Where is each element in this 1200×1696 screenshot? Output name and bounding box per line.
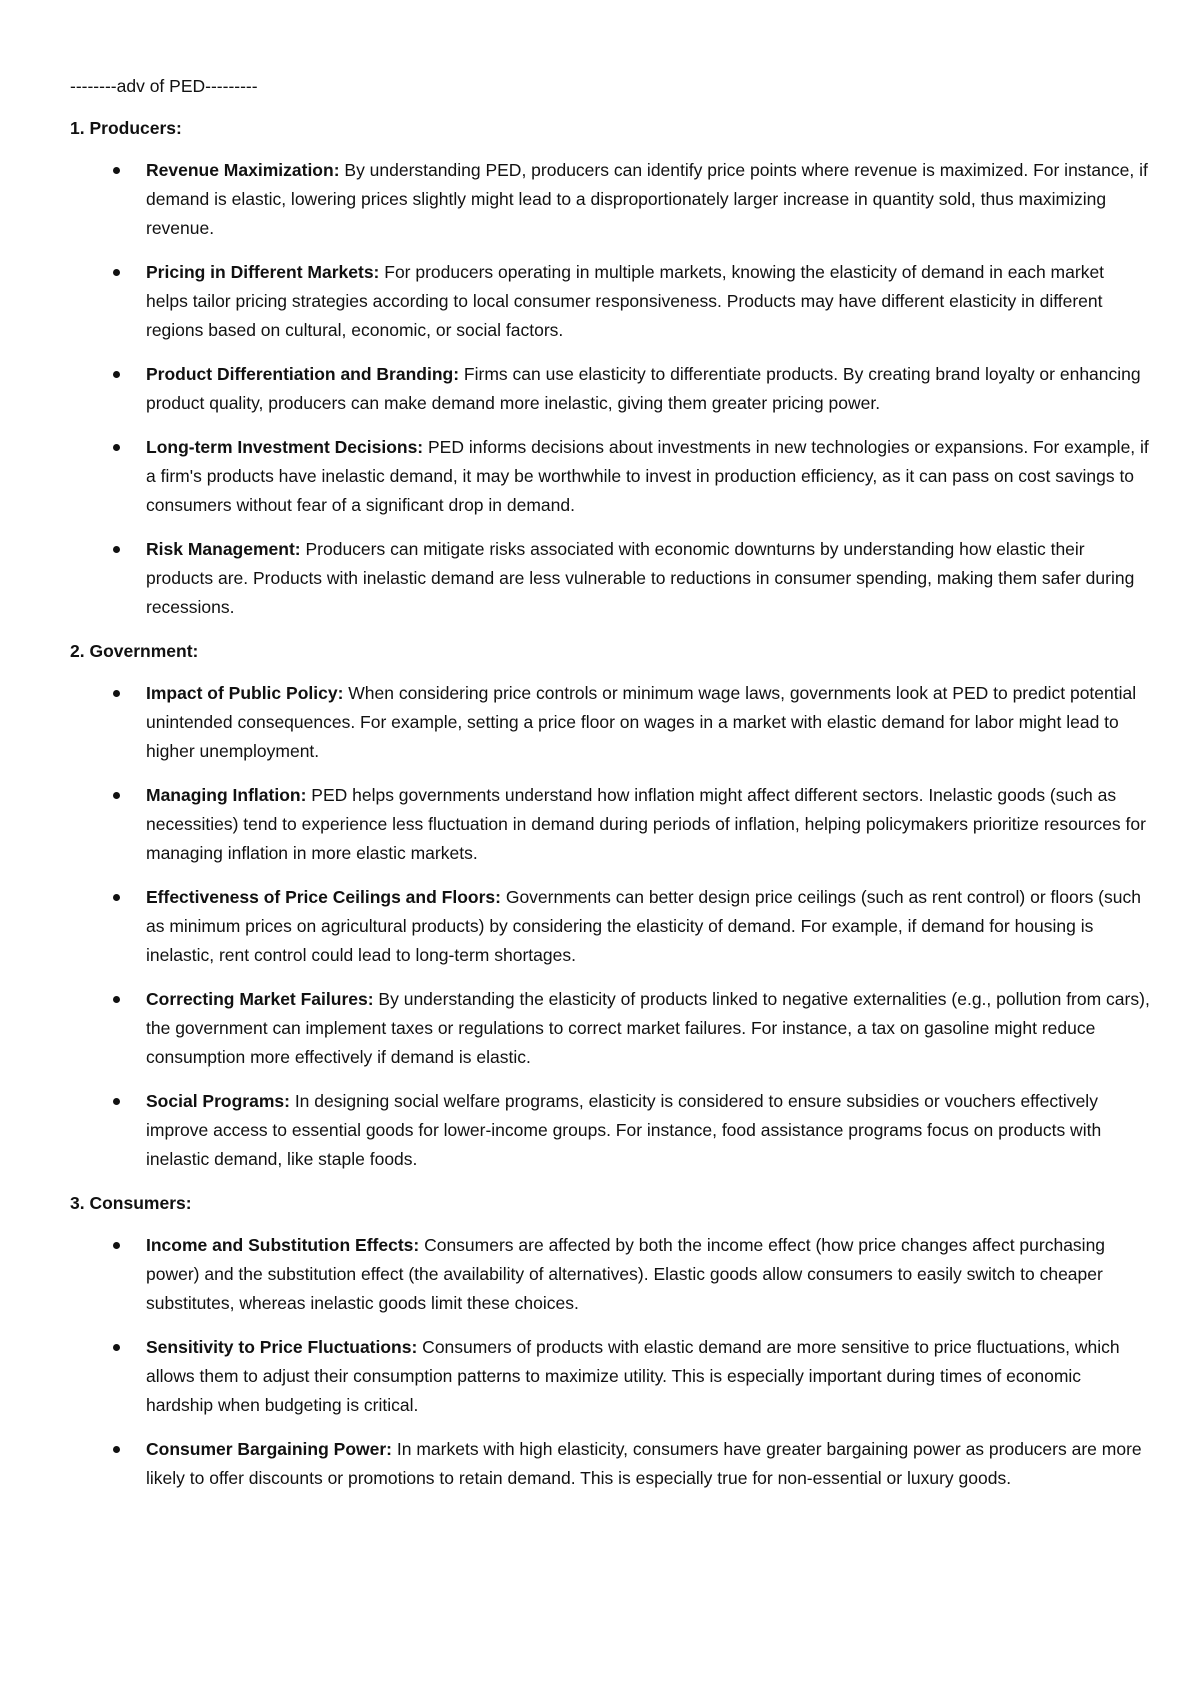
item-text: For producers operating in multiple markets, knowing the elasticity of demand in each market helps tailor pricing strategies according to local consumer responsiveness. Products may have different elasticity in different regions based on cultural, economic, or social factors. [146,262,1105,340]
bullet-icon [113,546,120,553]
item-text: By understanding PED, producers can identify price points where revenue is maximized. For instance, if demand is elastic, lowering prices slightly might lead to a disproportionately larger increase in quantity sold, thus maximizing revenue. [146,160,1148,238]
section-heading-government: 2. Government: [70,641,199,661]
document-page [70,72,1150,1508]
item-text: Governments can better design price ceilings (such as rent control) or floors (such as minimum prices on agricultural products) by considering the elasticity of demand. For example, if demand for housing is inelastic, rent control could lead to long-term shortages. [146,887,1141,965]
list-item [70,985,1150,1072]
list-item [70,433,1150,520]
item-text: Producers can mitigate risks associated with economic downturns by understanding how elastic their products are. Products with inelastic demand are less vulnerable to reductions in consumer spending, making them safer during recessions. [146,539,1135,617]
section-heading-producers: 1. Producers: [70,118,182,138]
bullet-icon [113,690,120,697]
item-term: Risk Management: [146,539,301,559]
bullet-icon [113,1098,120,1105]
bullet-icon [113,894,120,901]
item-term: Pricing in Different Markets: [146,262,380,282]
item-text: In markets with high elasticity, consumers have greater bargaining power as producers are more likely to offer discounts or promotions to retain demand. This is especially true for non-essential or luxury goods. [146,1439,1142,1488]
item-term: Consumer Bargaining Power: [146,1439,393,1459]
item-text: Consumers of products with elastic demand are more sensitive to price fluctuations, which allows them to adjust their consumption patterns to maximize utility. This is especially important during times of economic hardship when budgeting is critical. [146,1337,1120,1415]
item-text: PED informs decisions about investments in new technologies or expansions. For example, if a firm's products have inelastic demand, it may be worthwhile to invest in production efficiency, as it can pass on cost savings to consumers without fear of a significant drop in demand. [146,437,1149,515]
section-heading-consumers: 3. Consumers: [70,1193,192,1213]
list-item [70,535,1150,622]
item-term: Sensitivity to Price Fluctuations: [146,1337,418,1357]
list-item [70,1231,1150,1318]
bullet-icon [113,167,120,174]
bullet-icon [113,1446,120,1453]
item-term: Managing Inflation: [146,785,307,805]
item-term: Revenue Maximization: [146,160,340,180]
list-item [70,1087,1150,1174]
item-text: Consumers are affected by both the income effect (how price changes affect purchasing power) and the substitution effect (the availability of alternatives). Elastic goods allow consumers to easily switch to cheaper substitutes, whereas inelastic goods limit these choices. [146,1235,1106,1313]
list-item [70,883,1150,970]
item-term: Effectiveness of Price Ceilings and Floors: [146,887,501,907]
bullet-icon [113,269,120,276]
list-item [70,781,1150,868]
list-item [70,360,1150,418]
item-term: Impact of Public Policy: [146,683,344,703]
bullet-list-consumers [70,1231,1150,1493]
item-text: By understanding the elasticity of products linked to negative externalities (e.g., pollution from cars), the government can implement taxes or regulations to correct market failures. For instance, a tax on gasoline might reduce consumption more effectively if demand is elastic. [146,989,1150,1067]
bullet-icon [113,444,120,451]
list-item [70,1333,1150,1420]
item-term: Social Programs: [146,1091,290,1111]
item-term: Long-term Investment Decisions: [146,437,424,457]
list-item [70,679,1150,766]
document-title: --------adv of PED--------- [70,76,258,96]
item-term: Income and Substitution Effects: [146,1235,420,1255]
item-term: Product Differentiation and Branding: [146,364,460,384]
item-text: Firms can use elasticity to differentiate products. By creating brand loyalty or enhancing product quality, producers can make demand more inelastic, giving them greater pricing power. [146,364,1141,413]
bullet-icon [113,792,120,799]
item-term: Correcting Market Failures: [146,989,374,1009]
list-item [70,258,1150,345]
list-item [70,1435,1150,1493]
bullet-icon [113,1242,120,1249]
bullet-icon [113,371,120,378]
bullet-icon [113,1344,120,1351]
list-item [70,156,1150,243]
item-text: PED helps governments understand how inflation might affect different sectors. Inelastic goods (such as necessities) tend to experience less fluctuation in demand during periods of inflation, helping policymakers prioritize resources for managing inflation in more elastic markets. [146,785,1146,863]
bullet-list-producers [70,156,1150,622]
bullet-icon [113,996,120,1003]
bullet-list-government [70,679,1150,1174]
item-text: When considering price controls or minimum wage laws, governments look at PED to predict potential unintended consequences. For example, setting a price floor on wages in a market with elastic demand for labor might lead to higher unemployment. [146,683,1137,761]
item-text: In designing social welfare programs, elasticity is considered to ensure subsidies or vouchers effectively improve access to essential goods for lower-income groups. For instance, food assistance programs focus on products with inelastic demand, like staple foods. [146,1091,1102,1169]
